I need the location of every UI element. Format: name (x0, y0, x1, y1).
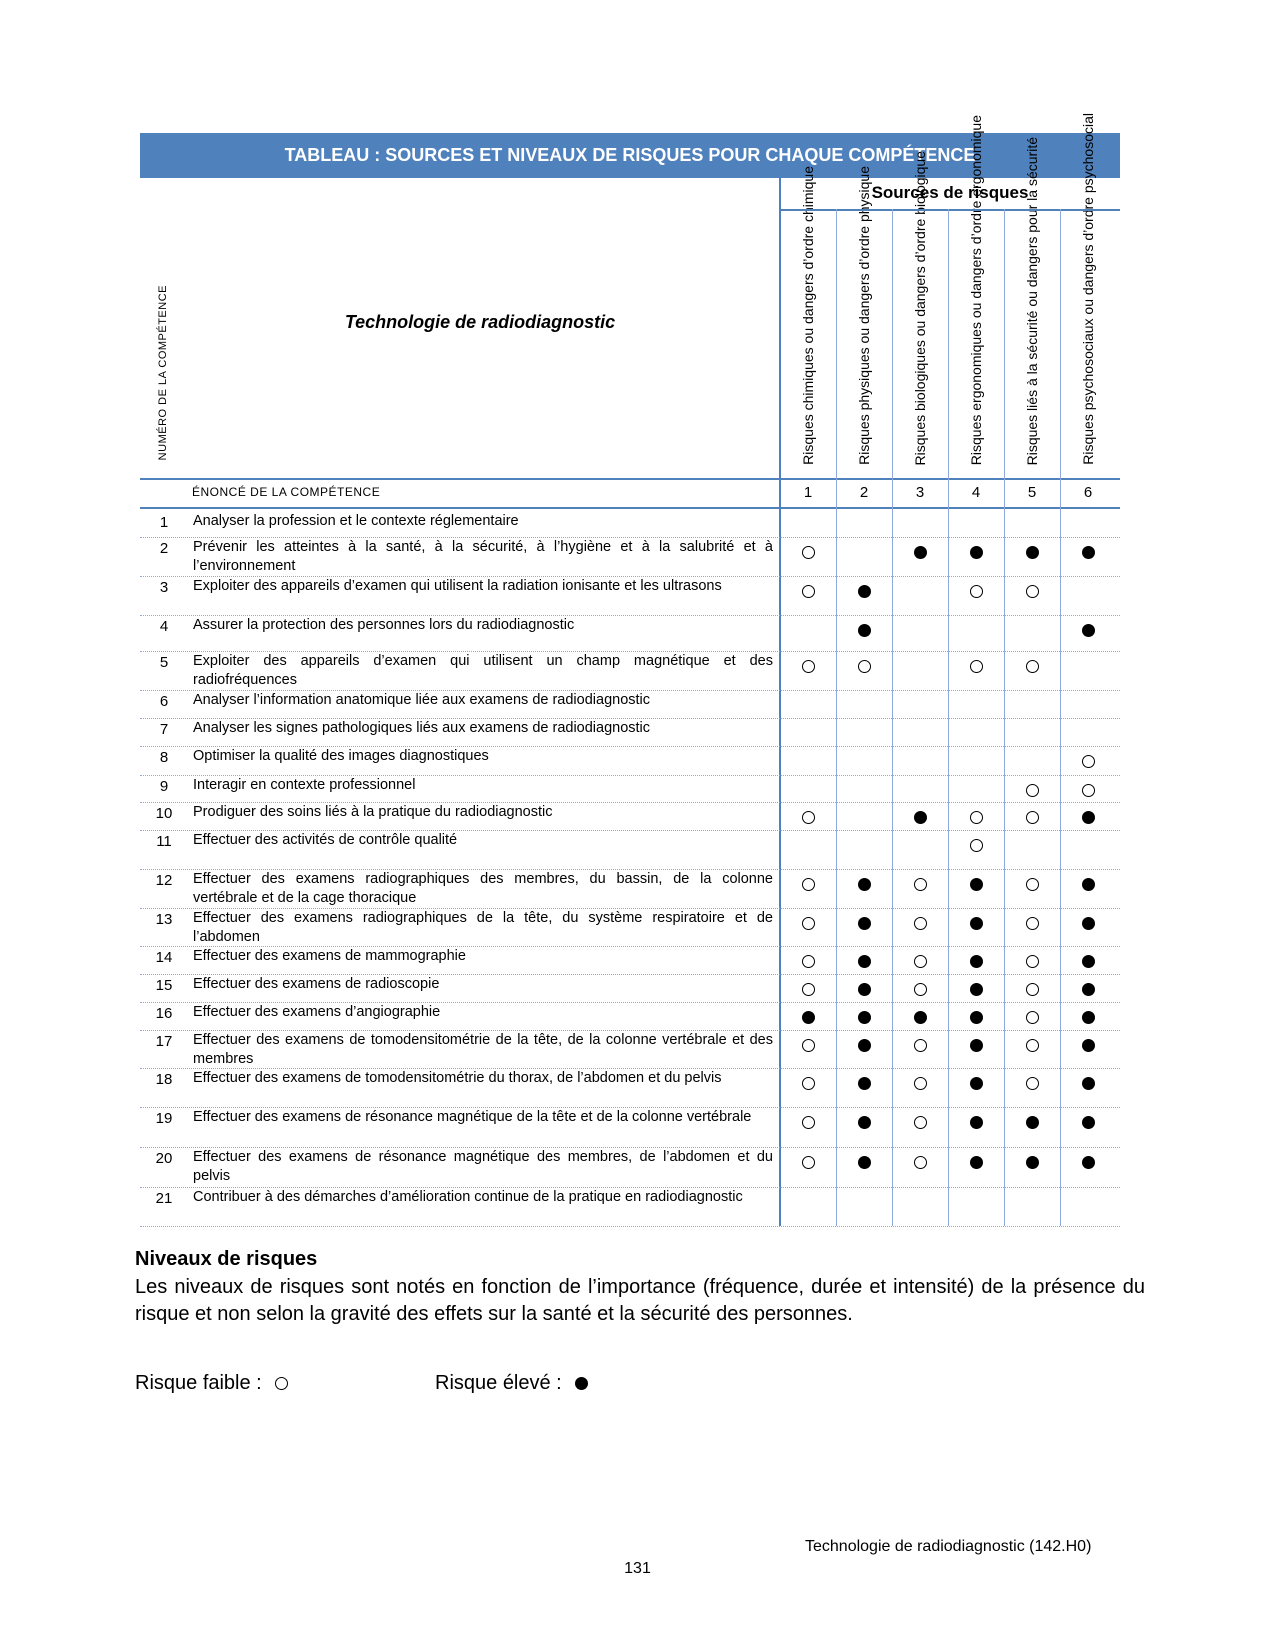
low-risk-circle-icon (802, 1156, 815, 1169)
low-risk-circle-icon (802, 1116, 815, 1129)
low-risk-circle-icon (802, 983, 815, 996)
high-risk-dot-icon (858, 585, 871, 598)
competency-number: 3 (159, 579, 169, 596)
competency-statement: Effectuer des examens de tomodensitométrie de la tête, de la colonne vertébrale et des membres (193, 1032, 773, 1067)
competency-statement: Optimiser la qualité des images diagnostiques (193, 748, 489, 764)
high-risk-dot-icon (914, 811, 927, 824)
high-risk-dot-icon (858, 1116, 871, 1129)
low-risk-circle-icon (914, 1039, 927, 1052)
risk-column-number: 2 (859, 484, 869, 501)
low-risk-circle-icon (1026, 660, 1039, 673)
risk-column-number: 3 (915, 484, 925, 501)
risk-column-header (1004, 136, 1060, 465)
sources-title: Sources de risques (871, 183, 1029, 202)
low-risk-circle-icon (858, 660, 871, 673)
risk-column-number: 4 (971, 484, 981, 501)
competency-statement: Prévenir les atteintes à la santé, à la sécurité, à l’hygiène et à la salubrité et à l’environnement (193, 539, 773, 574)
low-risk-circle-icon (802, 585, 815, 598)
competency-statement: Contribuer à des démarches d’amélioration continue de la pratique en radiodiagnostic (193, 1189, 743, 1205)
high-risk-dot-icon (970, 983, 983, 996)
low-risk-circle-icon (914, 1116, 927, 1129)
low-risk-circle-icon (1026, 983, 1039, 996)
low-risk-circle-icon (914, 1077, 927, 1090)
high-risk-dot-icon (858, 1039, 871, 1052)
competency-number: 4 (159, 618, 169, 635)
low-risk-circle-icon (1082, 784, 1095, 797)
high-risk-dot-icon (858, 1011, 871, 1024)
competency-statement: Effectuer des examens de radioscopie (193, 976, 440, 992)
competency-statement: Interagir en contexte professionnel (193, 777, 416, 793)
low-risk-circle-icon (1026, 955, 1039, 968)
competency-statement: Analyser les signes pathologiques liés aux examens de radiodiagnostic (193, 720, 651, 736)
row-divider (140, 1226, 1120, 1227)
high-risk-dot-icon (970, 955, 983, 968)
competency-statement: Effectuer des examens radiographiques de la tête, du système respiratoire et de l’abdomen (193, 910, 773, 945)
legend-low (135, 1370, 288, 1396)
competency-number: 1 (159, 514, 169, 531)
low-risk-circle-icon (970, 839, 983, 852)
high-risk-dot-icon (858, 955, 871, 968)
low-risk-circle-icon (970, 811, 983, 824)
low-risk-circle-icon (1026, 1077, 1039, 1090)
high-risk-dot-icon (1026, 1116, 1039, 1129)
low-risk-circle-icon (802, 955, 815, 968)
competency-number: 15 (155, 977, 173, 994)
risk-column-header (948, 114, 1004, 465)
competency-number: 2 (159, 540, 169, 557)
high-risk-dot-icon (970, 1116, 983, 1129)
risk-column-label: Risques ergonomiques ou dangers d’ordre ergonomique (968, 114, 984, 465)
low-risk-circle-icon (914, 917, 927, 930)
competency-number: 5 (159, 654, 169, 671)
risk-column-header (836, 166, 892, 465)
low-risk-circle-icon (1026, 1039, 1039, 1052)
legend-high (435, 1370, 588, 1396)
competency-number: 12 (155, 872, 173, 889)
row-number-header-text: NUMÉRO DE LA COMPÉTENCE (157, 284, 169, 461)
low-risk-circle-icon (802, 878, 815, 891)
row-number-header (148, 245, 178, 500)
low-risk-circle-icon (1026, 878, 1039, 891)
competency-number: 17 (155, 1033, 173, 1050)
competency-number: 9 (159, 778, 169, 795)
high-risk-dot-icon (858, 1156, 871, 1169)
high-risk-dot-icon (858, 624, 871, 637)
competency-number: 19 (155, 1110, 173, 1127)
competency-statement: Assurer la protection des personnes lors du radiodiagnostic (193, 617, 575, 633)
competency-number: 8 (159, 749, 169, 766)
risk-column-number: 5 (1027, 484, 1037, 501)
high-risk-dot-icon (970, 917, 983, 930)
high-risk-dot-icon (970, 1039, 983, 1052)
low-risk-circle-icon (802, 660, 815, 673)
high-risk-dot-icon (970, 1077, 983, 1090)
competency-statement: Effectuer des examens radiographiques des membres, du bassin, de la colonne vertébrale et de la cage thoracique (193, 871, 773, 906)
low-risk-circle-icon (275, 1377, 288, 1390)
competency-number: 21 (155, 1190, 173, 1207)
low-risk-circle-icon (914, 878, 927, 891)
low-risk-circle-icon (1026, 784, 1039, 797)
competency-statement: Analyser la profession et le contexte réglementaire (193, 513, 519, 529)
high-risk-dot-icon (970, 546, 983, 559)
competency-statement: Exploiter des appareils d’examen qui utilisent la radiation ionisante et les ultrasons (193, 578, 722, 594)
high-risk-dot-icon (914, 546, 927, 559)
competency-number: 13 (155, 911, 173, 928)
high-risk-dot-icon (970, 1156, 983, 1169)
table-title: TABLEAU : SOURCES ET NIVEAUX DE RISQUES POUR CHAQUE COMPÉTENCE (284, 145, 976, 165)
risk-column-label: Risques liés à la sécurité ou dangers pour la sécurité (1024, 136, 1040, 465)
low-risk-circle-icon (802, 811, 815, 824)
high-risk-dot-icon (1082, 811, 1095, 824)
competency-number: 20 (155, 1150, 173, 1167)
risk-column-label: Risques psychosociaux ou dangers d’ordre psychosocial (1080, 113, 1096, 465)
high-risk-dot-icon (1082, 878, 1095, 891)
competency-statement: Analyser l’information anatomique liée aux examens de radiodiagnostic (193, 692, 651, 708)
high-risk-dot-icon (1082, 1011, 1095, 1024)
competency-number: 16 (155, 1005, 173, 1022)
high-risk-dot-icon (1082, 1039, 1095, 1052)
risk-column-label: Risques chimiques ou dangers d’ordre chimique (800, 166, 816, 465)
high-risk-dot-icon (802, 1011, 815, 1024)
low-risk-circle-icon (802, 546, 815, 559)
competency-number: 18 (155, 1071, 173, 1088)
high-risk-dot-icon (1082, 917, 1095, 930)
competency-statement: Effectuer des examens de résonance magnétique des membres, de l’abdomen et du pelvis (193, 1149, 773, 1184)
low-risk-circle-icon (1026, 1011, 1039, 1024)
risk-column-number: 1 (803, 484, 813, 501)
high-risk-dot-icon (858, 983, 871, 996)
legend-high-label: Risque élevé : (435, 1372, 562, 1394)
low-risk-circle-icon (1026, 585, 1039, 598)
low-risk-circle-icon (802, 1077, 815, 1090)
high-risk-dot-icon (1082, 546, 1095, 559)
low-risk-circle-icon (914, 983, 927, 996)
competency-statement: Effectuer des examens de résonance magnétique de la tête et de la colonne vertébrale (193, 1109, 752, 1125)
risk-levels-title: Niveaux de risques (135, 1248, 318, 1270)
page-number: 131 (624, 1560, 651, 1577)
high-risk-dot-icon (1082, 624, 1095, 637)
competency-number: 10 (155, 805, 173, 822)
competency-statement: Effectuer des examens d’angiographie (193, 1004, 441, 1020)
risk-column-number: 6 (1083, 484, 1093, 501)
risk-column-header (780, 166, 836, 465)
low-risk-circle-icon (802, 917, 815, 930)
high-risk-dot-icon (575, 1377, 588, 1390)
header-divider (140, 478, 1120, 480)
high-risk-dot-icon (970, 878, 983, 891)
high-risk-dot-icon (914, 1011, 927, 1024)
risk-column-label: Risques biologiques ou dangers d’ordre biologique (912, 150, 928, 465)
header-divider (140, 507, 1120, 509)
high-risk-dot-icon (970, 1011, 983, 1024)
risk-column-label: Risques physiques ou dangers d’ordre physique (856, 166, 872, 465)
competency-statement: Effectuer des examens de tomodensitométrie du thorax, de l’abdomen et du pelvis (193, 1070, 722, 1086)
risk-levels-description: Les niveaux de risques sont notés en fonction de l’importance (fréquence, durée et intensité) de la présence du risque et non selon la gravité des effets sur la santé et la sécurité des personnes. (135, 1276, 1145, 1325)
legend-low-label: Risque faible : (135, 1372, 262, 1394)
competency-statement: Prodiguer des soins liés à la pratique du radiodiagnostic (193, 804, 553, 820)
risk-column-header (1060, 113, 1116, 465)
header-divider (780, 209, 1120, 211)
high-risk-dot-icon (858, 917, 871, 930)
competency-statement: Effectuer des activités de contrôle qualité (193, 832, 458, 848)
competency-statement: Effectuer des examens de mammographie (193, 948, 466, 964)
high-risk-dot-icon (1026, 1156, 1039, 1169)
high-risk-dot-icon (1082, 1077, 1095, 1090)
low-risk-circle-icon (970, 660, 983, 673)
footer-program: Technologie de radiodiagnostic (142.H0) (805, 1538, 1092, 1555)
high-risk-dot-icon (1026, 546, 1039, 559)
low-risk-circle-icon (914, 1156, 927, 1169)
low-risk-circle-icon (914, 955, 927, 968)
low-risk-circle-icon (1082, 755, 1095, 768)
competency-number: 11 (156, 833, 172, 850)
domain-title: Technologie de radiodiagnostic (344, 312, 616, 332)
competency-number: 7 (159, 721, 169, 738)
high-risk-dot-icon (1082, 983, 1095, 996)
competency-statement: Exploiter des appareils d’examen qui utilisent un champ magnétique et des radiofréquences (193, 653, 773, 688)
high-risk-dot-icon (1082, 955, 1095, 968)
risk-column-header (892, 150, 948, 465)
competency-number: 14 (155, 949, 173, 966)
high-risk-dot-icon (1082, 1156, 1095, 1169)
high-risk-dot-icon (858, 1077, 871, 1090)
low-risk-circle-icon (970, 585, 983, 598)
high-risk-dot-icon (858, 878, 871, 891)
low-risk-circle-icon (1026, 811, 1039, 824)
statement-header: ÉNONCÉ DE LA COMPÉTENCE (192, 485, 381, 499)
competency-number: 6 (159, 693, 169, 710)
high-risk-dot-icon (1082, 1116, 1095, 1129)
low-risk-circle-icon (1026, 917, 1039, 930)
low-risk-circle-icon (802, 1039, 815, 1052)
